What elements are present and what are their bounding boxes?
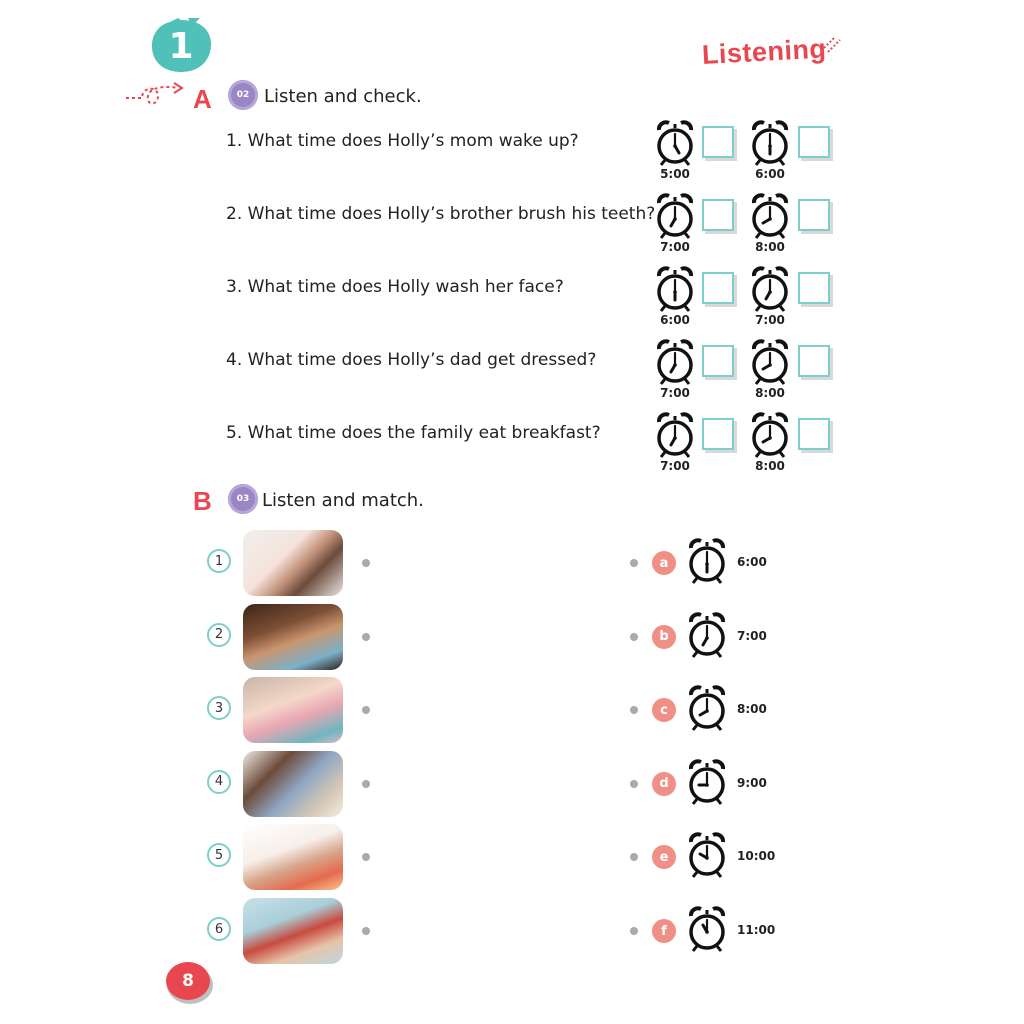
- match-dot-left[interactable]: [362, 780, 370, 788]
- section-title: Listening: [701, 33, 828, 70]
- option-letter-badge: c: [652, 698, 676, 722]
- alarm-clock-icon: [749, 264, 791, 314]
- alarm-clock-icon: [749, 410, 791, 460]
- option-letter-badge: e: [652, 845, 676, 869]
- row-number-badge: 3: [207, 696, 231, 720]
- dashed-arrow-decoration: [124, 78, 188, 112]
- clock-time-label: 8:00: [755, 459, 785, 473]
- alarm-clock-icon: [749, 191, 791, 241]
- alarm-clock-icon: [686, 536, 728, 586]
- row-number-badge: 6: [207, 917, 231, 941]
- row-number-badge: 1: [207, 549, 231, 573]
- activity-photo: [243, 751, 343, 817]
- match-dot-right[interactable]: [630, 853, 638, 861]
- alarm-clock-icon: [654, 191, 696, 241]
- answer-checkbox[interactable]: [702, 199, 734, 231]
- clock-time-label: 8:00: [755, 386, 785, 400]
- match-dot-left[interactable]: [362, 853, 370, 861]
- audio-track-number: 02: [236, 90, 250, 100]
- answer-checkbox[interactable]: [702, 418, 734, 450]
- match-dot-left[interactable]: [362, 927, 370, 935]
- answer-checkbox[interactable]: [702, 126, 734, 158]
- match-dot-right[interactable]: [630, 927, 638, 935]
- unit-number: 1: [168, 25, 194, 67]
- answer-checkbox[interactable]: [702, 345, 734, 377]
- page-number: 8: [182, 971, 194, 991]
- part-a-letter: A: [193, 84, 212, 114]
- clock-time-label: 6:00: [660, 313, 690, 327]
- activity-photo: [243, 824, 343, 890]
- answer-checkbox[interactable]: [798, 418, 830, 450]
- alarm-clock-icon: [686, 904, 728, 954]
- clock-time-label: 7:00: [660, 459, 690, 473]
- option-letter-badge: a: [652, 551, 676, 575]
- option-letter-badge: b: [652, 625, 676, 649]
- clock-time-label: 6:00: [755, 167, 785, 181]
- clock-time-label: 8:00: [755, 240, 785, 254]
- match-dot-right[interactable]: [630, 780, 638, 788]
- row-number-badge: 5: [207, 843, 231, 867]
- answer-checkbox[interactable]: [798, 272, 830, 304]
- row-number-badge: 2: [207, 623, 231, 647]
- audio-track-icon[interactable]: [228, 80, 258, 110]
- answer-checkbox[interactable]: [702, 272, 734, 304]
- audio-track-number: 03: [236, 494, 250, 504]
- option-time-label: 11:00: [737, 923, 776, 937]
- option-time-label: 6:00: [737, 555, 767, 569]
- question-text: 3. What time does Holly wash her face?: [226, 277, 564, 297]
- part-b-letter: B: [193, 486, 212, 516]
- alarm-clock-icon: [654, 118, 696, 168]
- sound-waves-icon: [820, 34, 844, 58]
- question-text: 2. What time does Holly’s brother brush his teeth?: [226, 204, 656, 224]
- match-dot-left[interactable]: [362, 633, 370, 641]
- clock-time-label: 7:00: [660, 240, 690, 254]
- answer-checkbox[interactable]: [798, 345, 830, 377]
- alarm-clock-icon: [654, 264, 696, 314]
- alarm-clock-icon: [686, 830, 728, 880]
- clock-time-label: 7:00: [660, 386, 690, 400]
- question-text: 4. What time does Holly’s dad get dressed?: [226, 350, 597, 370]
- option-letter-badge: d: [652, 772, 676, 796]
- activity-photo: [243, 604, 343, 670]
- alarm-clock-icon: [749, 118, 791, 168]
- option-time-label: 9:00: [737, 775, 767, 790]
- row-number-badge: 4: [207, 770, 231, 794]
- alarm-clock-icon: [686, 683, 728, 733]
- match-dot-right[interactable]: [630, 706, 638, 714]
- answer-checkbox[interactable]: [798, 126, 830, 158]
- part-b-instruction: Listen and match.: [262, 490, 424, 511]
- activity-photo: [243, 898, 343, 964]
- page-number-badge: [165, 960, 215, 1006]
- match-dot-left[interactable]: [362, 559, 370, 567]
- activity-photo: [243, 530, 343, 596]
- alarm-clock-icon: [686, 757, 728, 807]
- audio-track-icon[interactable]: [228, 484, 258, 514]
- match-dot-right[interactable]: [630, 559, 638, 567]
- clock-time-label: 5:00: [660, 167, 690, 181]
- option-time-label: 8:00: [737, 702, 767, 717]
- alarm-clock-icon: [686, 610, 728, 660]
- question-text: 5. What time does the family eat breakfast?: [226, 423, 601, 443]
- option-letter-badge: f: [652, 919, 676, 943]
- match-dot-left[interactable]: [362, 706, 370, 714]
- alarm-clock-icon: [654, 337, 696, 387]
- activity-photo: [243, 677, 343, 743]
- part-a-instruction: Listen and check.: [264, 86, 422, 107]
- option-time-label: 7:00: [737, 628, 767, 643]
- alarm-clock-icon: [749, 337, 791, 387]
- alarm-clock-icon: [654, 410, 696, 460]
- match-dot-right[interactable]: [630, 633, 638, 641]
- option-time-label: 10:00: [737, 849, 776, 864]
- question-text: 1. What time does Holly’s mom wake up?: [226, 131, 579, 151]
- clock-time-label: 7:00: [755, 313, 785, 327]
- unit-badge: [148, 18, 214, 76]
- answer-checkbox[interactable]: [798, 199, 830, 231]
